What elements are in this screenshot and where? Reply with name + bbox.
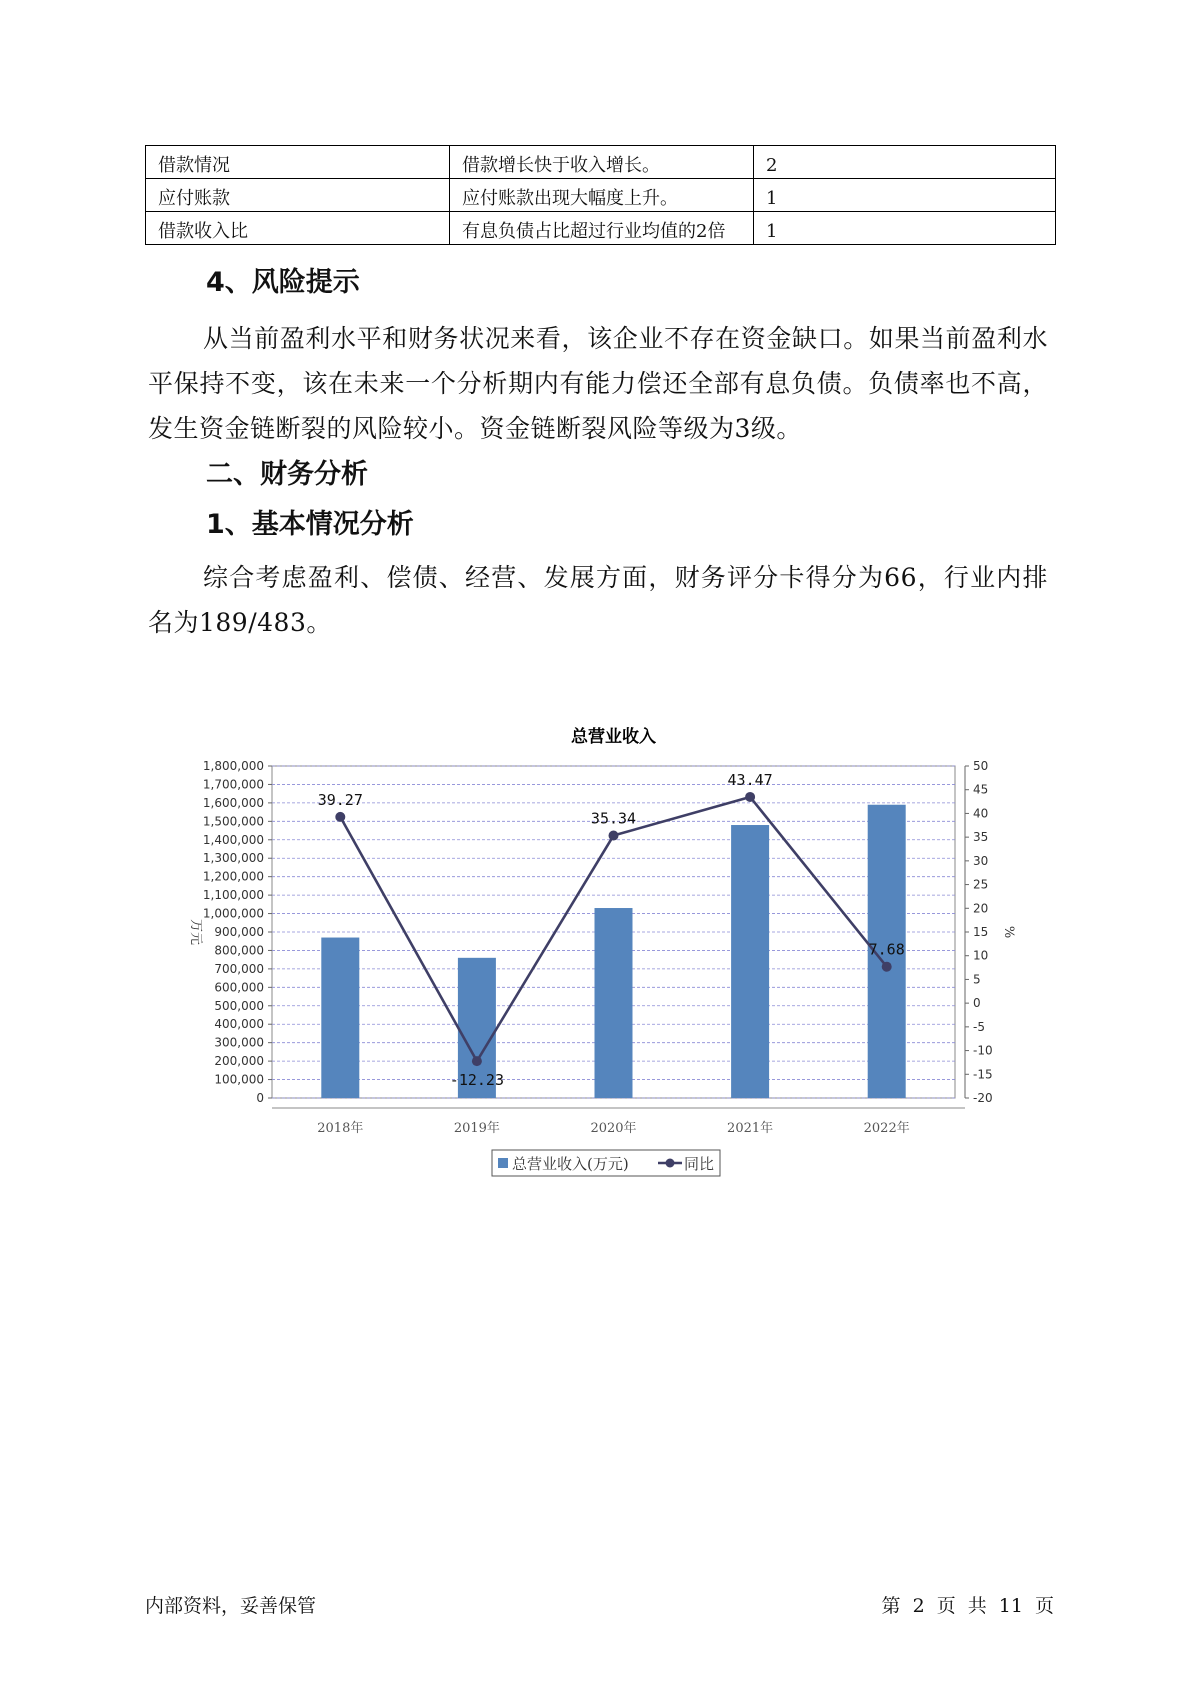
y-tick-label: 400,000	[214, 1017, 264, 1032]
basic-analysis-heading: 1、基本情况分析	[206, 509, 414, 540]
legend-line-label: 同比	[684, 1155, 715, 1173]
y-tick-label: 1,700,000	[202, 777, 264, 792]
y-right-tick-label: 5	[973, 972, 981, 987]
table-row	[146, 146, 1056, 179]
y-right-tick-label: 30	[973, 853, 989, 868]
yoy-data-label: 43.47	[727, 770, 773, 789]
y-right-tick-label: 10	[973, 948, 989, 963]
y-tick-label: 1,000,000	[202, 906, 264, 921]
table-cell-desc: 借款增长快于收入增长。	[450, 146, 754, 179]
y-right-tick-label: 35	[973, 830, 989, 845]
revenue-chart	[150, 718, 1030, 1188]
y-right-tick-label: 0	[973, 996, 981, 1011]
x-tick-label: 2018年	[317, 1121, 364, 1136]
table-row	[146, 179, 1056, 212]
y-tick-label: 0	[256, 1091, 264, 1105]
x-tick-label: 2022年	[863, 1121, 910, 1136]
table-row	[146, 212, 1056, 245]
y-tick-label: 300,000	[214, 1035, 264, 1050]
y-tick-label: 800,000	[214, 943, 264, 958]
yoy-point	[609, 831, 619, 841]
bar	[595, 908, 633, 1098]
y-tick-label: 900,000	[214, 925, 264, 939]
y-right-tick-label: 15	[973, 925, 989, 939]
y-right-tick-label: 40	[973, 806, 989, 821]
y-tick-label: 1,300,000	[202, 851, 264, 866]
finance-heading: 二、财务分析	[206, 459, 368, 490]
legend-line-marker	[666, 1159, 675, 1168]
x-tick-label: 2021年	[727, 1121, 774, 1136]
basic-analysis-paragraph: 综合考虑盈利、偿债、经营、发展方面，财务评分卡得分为66，行业内排名为189/483。	[148, 563, 1048, 637]
y-tick-label: 1,100,000	[202, 888, 264, 903]
table-cell-score: 1	[754, 212, 1056, 245]
footer-confidential: 内部资料，妥善保管	[145, 1595, 317, 1617]
yoy-data-label: -12.23	[449, 1071, 504, 1090]
y-tick-label: 1,800,000	[202, 759, 264, 773]
table-cell-score: 1	[754, 179, 1056, 212]
legend-bar-swatch	[498, 1158, 508, 1168]
yoy-point	[745, 792, 755, 802]
y-right-tick-label: 50	[973, 759, 989, 773]
y-right-tick-label: 45	[973, 782, 989, 797]
y-tick-label: 100,000	[214, 1072, 264, 1087]
y-tick-label: 1,200,000	[202, 869, 264, 884]
yoy-point	[335, 812, 345, 822]
y-right-tick-label: -15	[973, 1067, 993, 1082]
table-cell-item: 借款情况	[146, 146, 450, 179]
table-cell-desc: 应付账款出现大幅度上升。	[450, 179, 754, 212]
y-tick-label: 700,000	[214, 961, 264, 976]
chart-title: 总营业收入	[571, 727, 656, 747]
y-right-tick-label: -10	[973, 1043, 993, 1058]
y-tick-label: 1,400,000	[202, 832, 264, 847]
x-tick-label: 2020年	[590, 1121, 637, 1136]
y-right-tick-label: 20	[973, 901, 989, 916]
risk-paragraph: 从当前盈利水平和财务状况来看，该企业不存在资金缺口。如果当前盈利水平保持不变，该在未来一个分析期内有能力偿还全部有息负债。负债率也不高，发生资金链断裂的风险较小。资金链断裂风险等级为3级。	[148, 324, 1048, 443]
bar	[731, 825, 769, 1098]
risk-indicator-table	[145, 145, 1056, 245]
y-right-tick-label: -20	[973, 1091, 993, 1105]
footer-page-number: 第 2 页 共 11 页	[881, 1595, 1054, 1617]
yoy-data-label: 35.34	[590, 809, 637, 828]
table-cell-desc: 有息负债占比超过行业均值的2倍	[450, 212, 754, 245]
table-cell-score: 2	[754, 146, 1056, 179]
risk-heading: 4、风险提示	[206, 267, 360, 298]
x-tick-label: 2019年	[453, 1121, 500, 1136]
yoy-point	[472, 1056, 482, 1066]
y-right-axis-title: %	[1001, 925, 1016, 939]
bar	[321, 938, 359, 1098]
y-tick-label: 600,000	[214, 980, 264, 995]
y-tick-label: 200,000	[214, 1054, 264, 1069]
y-right-tick-label: 25	[973, 877, 989, 892]
table-cell-item: 借款收入比	[146, 212, 450, 245]
table-cell-item: 应付账款	[146, 179, 450, 212]
y-axis-title: 万元	[188, 918, 203, 946]
y-tick-label: 1,500,000	[202, 814, 264, 829]
y-right-tick-label: -5	[973, 1019, 985, 1034]
y-tick-label: 500,000	[214, 998, 264, 1013]
yoy-data-label: 39.27	[317, 790, 363, 809]
legend-bar-label: 总营业收入(万元)	[512, 1155, 629, 1173]
yoy-point	[882, 962, 892, 972]
y-tick-label: 1,600,000	[202, 795, 264, 810]
yoy-data-label: 7.68	[868, 940, 905, 959]
